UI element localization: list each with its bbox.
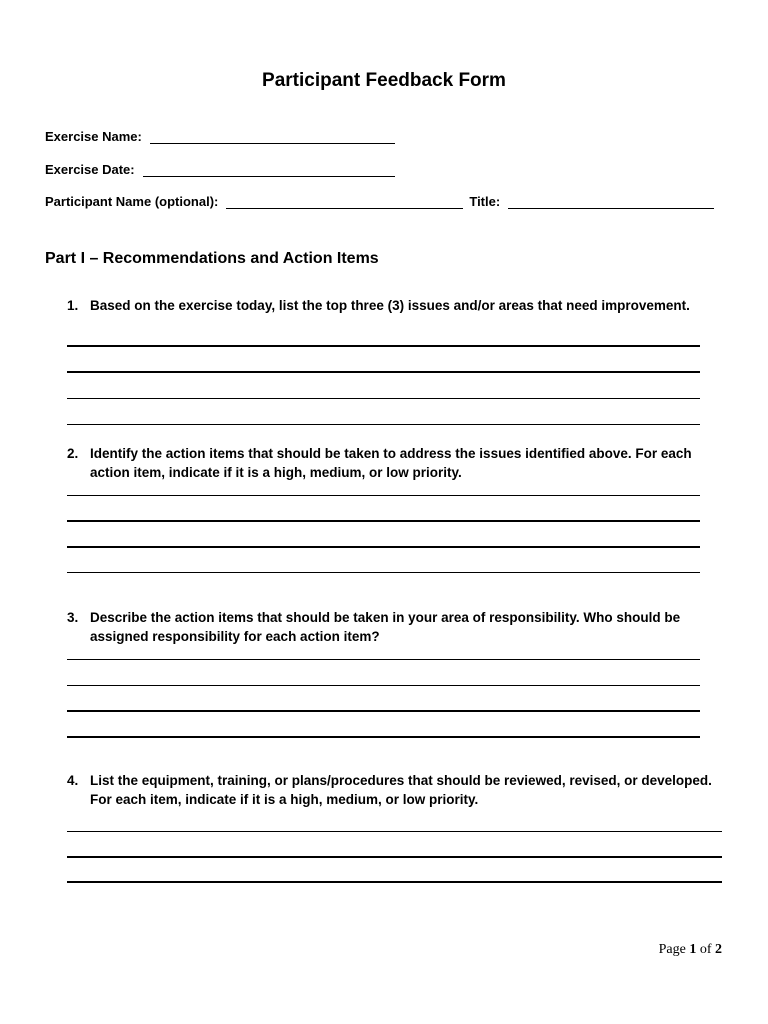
- answer-line[interactable]: [67, 345, 700, 347]
- page-number: [659, 942, 722, 958]
- answer-line[interactable]: [67, 710, 700, 712]
- total-pages: 2: [715, 942, 722, 957]
- question-number: 1.: [67, 298, 79, 313]
- question-text: Describe the action items that should be taken in your area of responsibility. Who should be assigned responsibility for each action item?: [90, 610, 681, 644]
- answer-line[interactable]: [67, 831, 722, 832]
- answer-line[interactable]: [67, 736, 700, 738]
- answer-line[interactable]: [67, 659, 700, 660]
- question-4: [67, 771, 727, 809]
- question-text: Identify the action items that should be taken to address the issues identified above. For each action item, indicate if it is a high, medium, or low priority.: [90, 446, 692, 480]
- answer-line[interactable]: [67, 424, 700, 425]
- of-word: of: [699, 942, 712, 957]
- answer-line[interactable]: [67, 371, 700, 373]
- question-2: [67, 444, 727, 482]
- answer-line[interactable]: [67, 685, 700, 686]
- form-title: Participant Feedback Form: [262, 70, 506, 91]
- answer-line[interactable]: [67, 546, 700, 548]
- exercise-date-input-line[interactable]: [143, 163, 395, 177]
- answer-line[interactable]: [67, 495, 700, 496]
- question-number: 3.: [67, 610, 79, 625]
- question-number: 2.: [67, 446, 79, 461]
- question-3: [67, 608, 727, 646]
- answer-line[interactable]: [67, 398, 700, 399]
- answer-line[interactable]: [67, 520, 700, 522]
- part-one-heading: Part I – Recommendations and Action Items: [45, 250, 379, 267]
- answer-line[interactable]: [67, 572, 700, 573]
- question-text: Based on the exercise today, list the top three (3) issues and/or areas that need improvement.: [90, 298, 690, 313]
- exercise-date-label: Exercise Date:: [45, 162, 135, 177]
- question-number: 4.: [67, 773, 79, 788]
- answer-line[interactable]: [67, 881, 722, 883]
- exercise-name-label: Exercise Name:: [45, 129, 142, 144]
- participant-name-field: [45, 191, 714, 209]
- exercise-date-field: [45, 159, 395, 177]
- participant-name-input-line[interactable]: [226, 195, 463, 209]
- exercise-name-input-line[interactable]: [150, 130, 395, 144]
- question-text: List the equipment, training, or plans/procedures that should be reviewed, revised, or developed. For each item, indicate if it is a high, medium, or low priority.: [90, 773, 712, 807]
- exercise-name-field: [45, 126, 395, 144]
- title-label: Title:: [469, 194, 501, 209]
- question-1: [67, 296, 727, 315]
- answer-line[interactable]: [67, 856, 722, 858]
- page-word: Page: [658, 942, 686, 957]
- participant-name-label: Participant Name (optional):: [45, 194, 219, 209]
- current-page: 1: [689, 942, 697, 957]
- title-input-line[interactable]: [508, 195, 714, 209]
